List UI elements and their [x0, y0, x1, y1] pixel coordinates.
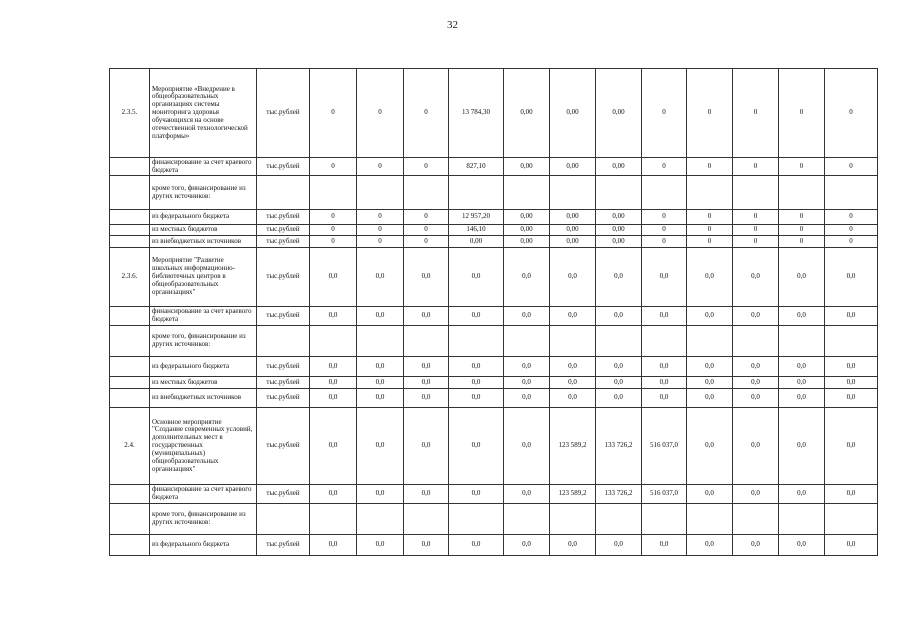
value-cell: 0,0 [687, 389, 733, 408]
value-cell [642, 326, 687, 357]
value-cell: 0 [642, 236, 687, 248]
budget-table-body [110, 69, 878, 556]
value-cell: 0,0 [550, 307, 596, 326]
table-row [110, 225, 878, 236]
value-cell [733, 326, 779, 357]
value-cell [596, 176, 642, 210]
row-name: кроме того, финансирование из других источников: [150, 504, 257, 535]
value-cell [642, 176, 687, 210]
value-cell: 0,0 [449, 377, 504, 389]
row-unit: тыс.рублей [257, 236, 310, 248]
value-cell: 0,0 [642, 377, 687, 389]
value-cell [504, 326, 550, 357]
value-cell: 0,0 [687, 357, 733, 377]
row-code [110, 389, 150, 408]
value-cell: 0 [357, 69, 404, 158]
value-cell [550, 176, 596, 210]
value-cell: 123 589,2 [550, 485, 596, 504]
value-cell: 0,0 [310, 408, 357, 485]
value-cell: 0,00 [596, 69, 642, 158]
value-cell: 0,0 [310, 377, 357, 389]
value-cell: 0,0 [550, 389, 596, 408]
value-cell: 0,00 [504, 236, 550, 248]
value-cell: 0,0 [825, 485, 878, 504]
value-cell [449, 176, 504, 210]
value-cell: 0,00 [550, 158, 596, 176]
value-cell: 12 957,20 [449, 210, 504, 225]
value-cell: 0 [357, 210, 404, 225]
row-name: финансирование за счет краевого бюджета [150, 307, 257, 326]
value-cell: 0,0 [733, 535, 779, 556]
value-cell: 0,00 [550, 236, 596, 248]
value-cell: 0,00 [550, 69, 596, 158]
table-row [110, 210, 878, 225]
value-cell: 0 [310, 236, 357, 248]
table-row [110, 69, 878, 158]
value-cell [642, 504, 687, 535]
value-cell: 0,0 [449, 307, 504, 326]
value-cell: 0,0 [779, 377, 825, 389]
value-cell: 0,0 [779, 307, 825, 326]
value-cell: 0,0 [687, 377, 733, 389]
value-cell [449, 504, 504, 535]
value-cell: 0,0 [733, 377, 779, 389]
value-cell: 0,0 [310, 389, 357, 408]
value-cell: 0,0 [550, 535, 596, 556]
value-cell: 0 [687, 69, 733, 158]
value-cell: 0 [687, 158, 733, 176]
value-cell: 0,0 [449, 357, 504, 377]
value-cell: 0,0 [550, 377, 596, 389]
value-cell: 0,0 [357, 248, 404, 307]
value-cell: 0 [779, 69, 825, 158]
value-cell: 0,0 [404, 389, 449, 408]
value-cell: 0,0 [779, 535, 825, 556]
value-cell: 0,00 [504, 158, 550, 176]
value-cell: 0 [642, 210, 687, 225]
value-cell [449, 326, 504, 357]
value-cell: 0,0 [404, 248, 449, 307]
value-cell: 0,0 [504, 485, 550, 504]
value-cell: 0,0 [779, 357, 825, 377]
value-cell [825, 504, 878, 535]
value-cell [825, 326, 878, 357]
row-name: из федерального бюджета [150, 357, 257, 377]
value-cell: 0,0 [550, 248, 596, 307]
value-cell: 0,0 [357, 408, 404, 485]
value-cell: 0,0 [310, 357, 357, 377]
row-unit [257, 504, 310, 535]
value-cell [310, 504, 357, 535]
row-name: из федерального бюджета [150, 535, 257, 556]
value-cell: 0,0 [825, 307, 878, 326]
value-cell: 0,0 [504, 357, 550, 377]
row-unit [257, 176, 310, 210]
value-cell: 0,0 [404, 408, 449, 485]
row-name: из федерального бюджета [150, 210, 257, 225]
value-cell: 0 [733, 158, 779, 176]
table-row [110, 504, 878, 535]
value-cell: 0,0 [596, 377, 642, 389]
value-cell [779, 504, 825, 535]
value-cell: 0 [825, 210, 878, 225]
value-cell: 0,0 [733, 389, 779, 408]
row-unit [257, 326, 310, 357]
value-cell: 0,0 [449, 408, 504, 485]
value-cell: 0,0 [825, 408, 878, 485]
value-cell: 0,0 [642, 307, 687, 326]
value-cell: 133 726,2 [596, 408, 642, 485]
value-cell: 0 [357, 225, 404, 236]
value-cell: 0 [642, 225, 687, 236]
value-cell: 0,0 [504, 307, 550, 326]
value-cell: 0,0 [642, 248, 687, 307]
value-cell: 0,00 [596, 236, 642, 248]
value-cell: 0,0 [596, 535, 642, 556]
row-code [110, 225, 150, 236]
value-cell: 0,0 [825, 357, 878, 377]
value-cell [404, 504, 449, 535]
row-name: из местных бюджетов [150, 377, 257, 389]
row-unit: тыс.рублей [257, 389, 310, 408]
table-row [110, 326, 878, 357]
row-code [110, 485, 150, 504]
value-cell: 0 [779, 158, 825, 176]
value-cell: 0,0 [504, 535, 550, 556]
value-cell: 0,0 [825, 248, 878, 307]
value-cell: 0,0 [357, 357, 404, 377]
value-cell: 0 [779, 225, 825, 236]
row-unit: тыс.рублей [257, 357, 310, 377]
row-unit: тыс.рублей [257, 158, 310, 176]
row-code [110, 307, 150, 326]
value-cell: 0,0 [504, 408, 550, 485]
value-cell: 0 [733, 210, 779, 225]
value-cell [404, 326, 449, 357]
value-cell [687, 326, 733, 357]
value-cell [596, 326, 642, 357]
value-cell: 0,0 [310, 307, 357, 326]
value-cell [779, 176, 825, 210]
value-cell [310, 326, 357, 357]
value-cell: 0 [733, 225, 779, 236]
value-cell: 0,0 [687, 248, 733, 307]
value-cell: 0,0 [642, 389, 687, 408]
row-name: Мероприятие "Развитие школьных информационно-библиотечных центров в общеобразовательных организациях" [150, 248, 257, 307]
row-unit: тыс.рублей [257, 535, 310, 556]
value-cell: 0 [687, 236, 733, 248]
value-cell: 0,0 [404, 357, 449, 377]
value-cell: 0,00 [504, 69, 550, 158]
row-code [110, 210, 150, 225]
value-cell: 0 [779, 236, 825, 248]
value-cell [357, 176, 404, 210]
row-code [110, 377, 150, 389]
value-cell: 0,0 [310, 248, 357, 307]
row-unit: тыс.рублей [257, 210, 310, 225]
budget-table [109, 68, 878, 556]
value-cell: 827,10 [449, 158, 504, 176]
value-cell: 0 [357, 236, 404, 248]
row-name: кроме того, финансирование из других источников: [150, 326, 257, 357]
value-cell: 0,0 [687, 535, 733, 556]
value-cell [550, 326, 596, 357]
value-cell: 516 037,0 [642, 485, 687, 504]
table-row [110, 248, 878, 307]
value-cell: 0,0 [504, 377, 550, 389]
value-cell: 0,0 [642, 535, 687, 556]
value-cell: 0,0 [779, 485, 825, 504]
value-cell [310, 176, 357, 210]
row-name: кроме того, финансирование из других источников: [150, 176, 257, 210]
value-cell: 0 [310, 158, 357, 176]
table-row [110, 357, 878, 377]
row-name: из местных бюджетов [150, 225, 257, 236]
value-cell: 0,00 [596, 225, 642, 236]
row-code [110, 357, 150, 377]
row-unit: тыс.рублей [257, 485, 310, 504]
page-number: 32 [447, 19, 458, 31]
value-cell [825, 176, 878, 210]
value-cell: 0,0 [642, 357, 687, 377]
value-cell: 0,0 [449, 535, 504, 556]
value-cell: 0,00 [550, 210, 596, 225]
value-cell [733, 504, 779, 535]
value-cell: 0,0 [825, 377, 878, 389]
value-cell: 123 589,2 [550, 408, 596, 485]
value-cell: 0,0 [596, 389, 642, 408]
value-cell: 0 [733, 69, 779, 158]
value-cell: 0,00 [504, 225, 550, 236]
value-cell: 0,0 [825, 535, 878, 556]
value-cell: 0,0 [779, 408, 825, 485]
value-cell: 0 [825, 158, 878, 176]
table-row [110, 236, 878, 248]
value-cell [504, 176, 550, 210]
value-cell [357, 326, 404, 357]
row-code [110, 326, 150, 357]
value-cell: 0,0 [596, 307, 642, 326]
value-cell: 0,0 [779, 389, 825, 408]
value-cell: 146,10 [449, 225, 504, 236]
value-cell [404, 176, 449, 210]
value-cell: 0,0 [449, 248, 504, 307]
value-cell: 0 [733, 236, 779, 248]
value-cell: 0,0 [357, 307, 404, 326]
value-cell: 0,0 [357, 485, 404, 504]
value-cell: 0,0 [733, 485, 779, 504]
row-name: финансирование за счет краевого бюджета [150, 485, 257, 504]
value-cell: 0,00 [449, 236, 504, 248]
value-cell: 0,0 [504, 389, 550, 408]
table-row [110, 389, 878, 408]
value-cell: 0 [687, 225, 733, 236]
value-cell: 0,0 [449, 389, 504, 408]
value-cell: 133 726,2 [596, 485, 642, 504]
value-cell [596, 504, 642, 535]
table-row [110, 485, 878, 504]
row-code [110, 535, 150, 556]
value-cell: 0,0 [825, 389, 878, 408]
value-cell: 0 [404, 236, 449, 248]
value-cell: 0,0 [733, 408, 779, 485]
value-cell [733, 176, 779, 210]
row-name: из внебюджетных источников [150, 236, 257, 248]
row-unit: тыс.рублей [257, 69, 310, 158]
table-row [110, 307, 878, 326]
table-row [110, 377, 878, 389]
row-code [110, 504, 150, 535]
value-cell [687, 176, 733, 210]
value-cell: 0,0 [357, 389, 404, 408]
row-name: из внебюджетных источников [150, 389, 257, 408]
row-unit: тыс.рублей [257, 307, 310, 326]
value-cell: 13 784,30 [449, 69, 504, 158]
row-unit: тыс.рублей [257, 248, 310, 307]
value-cell [550, 504, 596, 535]
value-cell: 0,0 [310, 535, 357, 556]
value-cell: 0,0 [404, 307, 449, 326]
value-cell: 0 [310, 225, 357, 236]
value-cell: 0 [825, 236, 878, 248]
row-code [110, 176, 150, 210]
value-cell: 0 [357, 158, 404, 176]
value-cell: 516 037,0 [642, 408, 687, 485]
value-cell: 0 [310, 210, 357, 225]
row-code [110, 158, 150, 176]
value-cell: 0,0 [310, 485, 357, 504]
table-row [110, 535, 878, 556]
value-cell: 0 [642, 69, 687, 158]
value-cell: 0,0 [687, 485, 733, 504]
value-cell: 0,00 [550, 225, 596, 236]
value-cell [687, 504, 733, 535]
value-cell [504, 504, 550, 535]
value-cell: 0,0 [504, 248, 550, 307]
value-cell: 0,0 [687, 408, 733, 485]
value-cell: 0,0 [357, 377, 404, 389]
row-code: 2.3.5. [110, 69, 150, 158]
row-name: Основное мероприятие "Создание современных условий, дополнительных мест в государственных (муниципальных) общеобразовательных организациях" [150, 408, 257, 485]
value-cell: 0 [404, 225, 449, 236]
value-cell: 0 [825, 69, 878, 158]
row-code: 2.4. [110, 408, 150, 485]
value-cell: 0 [779, 210, 825, 225]
row-unit: тыс.рублей [257, 408, 310, 485]
value-cell: 0,0 [733, 307, 779, 326]
value-cell: 0,00 [596, 210, 642, 225]
value-cell: 0 [687, 210, 733, 225]
value-cell: 0,0 [596, 248, 642, 307]
value-cell: 0 [404, 69, 449, 158]
value-cell: 0,00 [504, 210, 550, 225]
value-cell [779, 326, 825, 357]
row-code [110, 236, 150, 248]
table-row [110, 176, 878, 210]
value-cell: 0 [404, 158, 449, 176]
row-name: Мероприятие «Внедрение в общеобразовательных организациях системы мониторинга здоровья обучающихся на основе отечественной технологической платформы» [150, 69, 257, 158]
value-cell: 0,0 [550, 357, 596, 377]
value-cell: 0,0 [596, 357, 642, 377]
value-cell: 0,0 [449, 485, 504, 504]
value-cell: 0,0 [357, 535, 404, 556]
value-cell: 0,0 [687, 307, 733, 326]
value-cell: 0 [310, 69, 357, 158]
value-cell: 0,0 [404, 535, 449, 556]
row-unit: тыс.рублей [257, 377, 310, 389]
value-cell: 0 [825, 225, 878, 236]
value-cell: 0,0 [404, 485, 449, 504]
value-cell: 0,00 [596, 158, 642, 176]
row-unit: тыс.рублей [257, 225, 310, 236]
value-cell: 0,0 [733, 357, 779, 377]
value-cell: 0,0 [733, 248, 779, 307]
table-row [110, 158, 878, 176]
value-cell: 0,0 [404, 377, 449, 389]
row-name: финансирование за счет краевого бюджета [150, 158, 257, 176]
value-cell: 0 [642, 158, 687, 176]
value-cell [357, 504, 404, 535]
value-cell: 0,0 [779, 248, 825, 307]
value-cell: 0 [404, 210, 449, 225]
table-row [110, 408, 878, 485]
row-code: 2.3.6. [110, 248, 150, 307]
